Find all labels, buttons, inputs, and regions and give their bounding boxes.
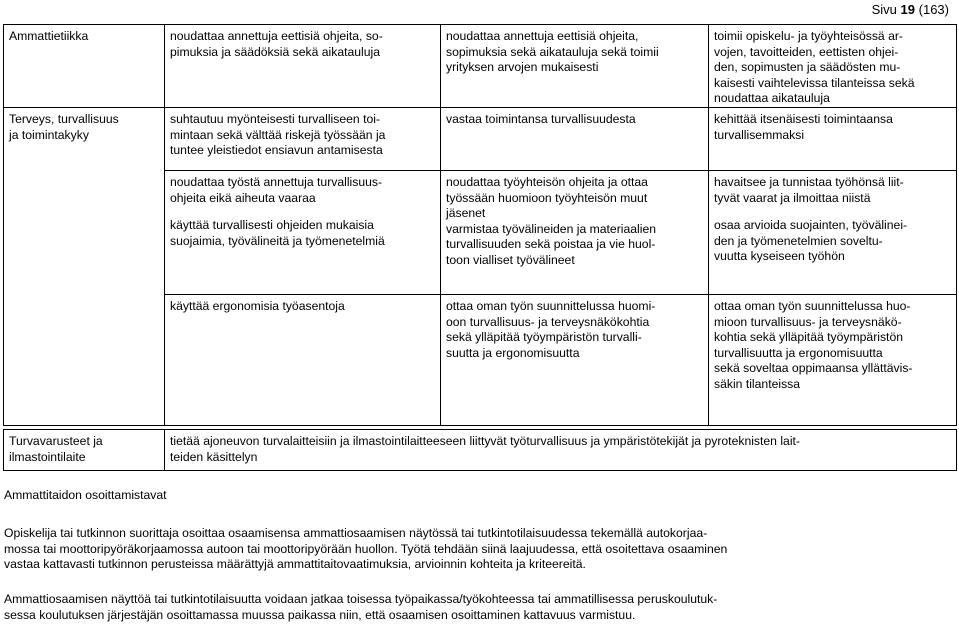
assessment-table [3, 24, 957, 426]
table-row [4, 107, 957, 170]
page-number: 19 [900, 2, 916, 17]
criterion-excellent: kehittää itsenäisesti toimintaansa turvallisemmaksi [714, 111, 893, 142]
table-cell [4, 170, 165, 294]
criterion-good: noudattaa työyhteisön ohjeita ja ottaa työssään huomioon työyhteisön muut jäsenet [446, 174, 648, 221]
table-cell [4, 25, 165, 108]
table-row [4, 170, 957, 294]
paragraph: Opiskelija tai tutkinnon suorittaja osoittaa osaamisensa ammattiosaamisen näytössä tai tutkintotilaisuudessa tekemällä autokorjaa- mossa tai moottoripyöräkorjaamossa autoon tai moottoripyörään huollon. Työtä tehdään siinä laajuudessa, että osoitettava osaaminen vastaa kattavasti tutkinnon perusteissa määrättyjä ammattitaitovaatimuksia, arvioinnin kohteita ja kriteereitä. [4, 526, 728, 572]
table-row [4, 430, 957, 471]
criterion-good: ottaa oman työn suunnittelussa huomi- oon turvallisuus- ja terveysnäkökohtia sekä ylläpitää työympäristön turvalli- suutta ja ergonomisuutta [446, 298, 656, 360]
criterion-satisfactory: noudattaa työstä annettuja turvallisuus- ohjeita eikä aiheuta vaaraa [170, 174, 383, 205]
table-cell [441, 294, 709, 425]
section-title: Ammattitaidon osoittamistavat [4, 488, 167, 502]
table-cell [709, 25, 957, 108]
page-number-header [872, 2, 949, 18]
criterion-satisfactory: suhtautuu myönteisesti turvalliseen toi- mintaan sekä välttää riskejä työssään ja tuntee yleistiedot ensiavun antamisesta [170, 111, 386, 158]
criterion-satisfactory: noudattaa annettuja eettisiä ohjeita, so- pimuksia ja säädöksiä sekä aikatauluja [170, 29, 383, 59]
criterion-excellent: toimii opiskelu- ja työyhteisössä ar- vojen, tavoitteiden, eettisten ohjei- den, sopimusten ja säädösten mu- kaisesti vaihtelevissa tilanteissa sekä noudattaa aikatauluja [714, 29, 915, 106]
table-cell [709, 170, 957, 294]
table-cell [4, 107, 165, 170]
page-total: (163) [918, 2, 949, 17]
criterion-good: vastaa toimintansa turvallisuudesta [446, 111, 636, 126]
table-cell [441, 170, 709, 294]
table-cell [165, 107, 441, 170]
row-heading-safety-equipment: Turvavarusteet ja ilmastointilaite [9, 434, 103, 464]
criterion-satisfactory: käyttää ergonomisia työasentoja [170, 298, 345, 313]
row-heading-professional-ethics: Ammattietiikka [9, 29, 89, 43]
table-cell [441, 25, 709, 108]
table-cell [165, 294, 441, 425]
criterion-excellent: havaitsee ja tunnistaa työhönsä liit- tyvät vaarat ja ilmoittaa niistä [714, 174, 904, 205]
criterion-good: noudattaa annettuja eettisiä ohjeita, sopimuksia sekä aikatauluja sekä toimii yrityksen arvojen mukaisesti [446, 29, 659, 75]
table-cell [165, 25, 441, 108]
table-row [4, 294, 957, 425]
criterion-good: varmistaa työvälineiden ja materiaalien turvallisuuden sekä poistaa ja vie huol- toon vialliset työvälineet [446, 221, 657, 267]
table-cell [4, 430, 165, 471]
table-cell [709, 107, 957, 170]
table-row [4, 25, 957, 108]
row-heading-health-safety: Terveys, turvallisuus ja toimintakyky [9, 111, 119, 142]
safety-equipment-table [3, 429, 957, 471]
paragraph: Ammattiosaamisen näyttöä tai tutkintotilaisuutta voidaan jatkaa toisessa työpaikassa/työkohteessa tai ammatillisessa peruskoulutuk- sessa koulutuksen järjestäjän osoittamassa muussa paikassa niin, että osaamisen osoittaminen kattavuus varmistuu. [4, 592, 718, 622]
criterion-text: tietää ajoneuvon turvalaitteisiin ja ilmastointilaitteeseen liittyvät työturvallisuus ja ympäristötekijät ja pyroteknisten lait- teiden käsittelyn [170, 434, 800, 464]
table-cell [441, 107, 709, 170]
table-cell [165, 170, 441, 294]
criterion-excellent: ottaa oman työn suunnittelussa huo- mioon turvallisuus- ja terveysnäkö- kohtia sekä ylläpitää työympäristön turvallisuutta ja ergonomisuutta sekä soveltaa oppimaansa yllättävis- säkin tilanteissa [714, 298, 913, 391]
table-cell [4, 294, 165, 425]
table-cell [165, 430, 957, 471]
table-cell [709, 294, 957, 425]
criterion-satisfactory: käyttää turvallisesti ohjeiden mukaisia suojaimia, työvälineitä ja työmenetelmiä [170, 218, 385, 248]
page-label: Sivu [871, 2, 897, 17]
criterion-excellent: osaa arvioida suojainten, työvälinei- den ja työmenetelmien soveltu- vuutta kyseiseen työhön [714, 218, 908, 264]
